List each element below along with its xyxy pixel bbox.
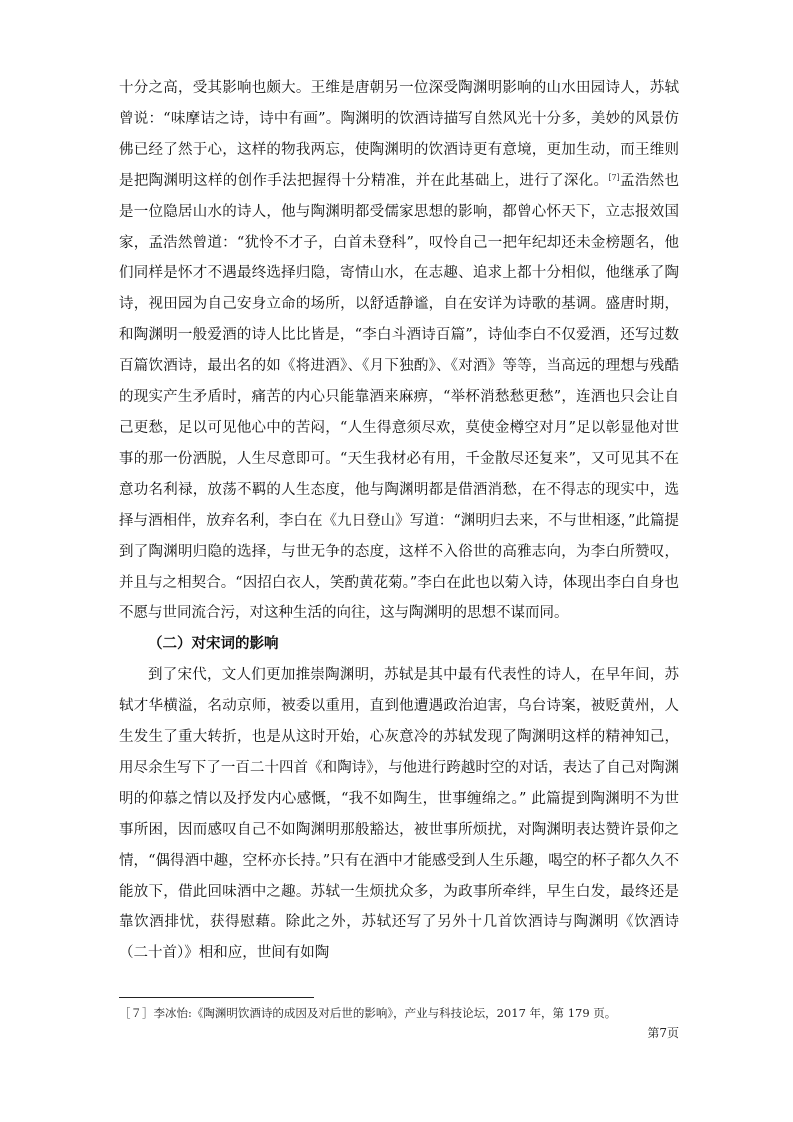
footnote-divider [119,997,314,998]
page-number: 第7页 [647,1026,679,1040]
paragraph-continuation [119,73,679,629]
footnote-7: ［７］李冰怡:《陶渊明饮酒诗的成因及对后世的影响》，产业与科技论坛，2017 年，第 179 页。 [119,1006,617,1020]
paragraph-2: 到了宋代，文人们更加推崇陶渊明，苏轼是其中最有代表性的诗人，在早年间，苏轼才华横溢，名动京师，被委以重用，直到他遭遇政治迫害，乌台诗案，被贬黄州，人生发生了重大转折，也是从这时开始，心灰意冷的苏轼发现了陶渊明这样的精神知己，用尽余生写下了一百二十四首《和陶诗》，与他进行跨越时空的对话，表达了自己对陶渊明的仰慕之情以及抒发内心感慨，“我不如陶生，世事缠绵之。” 此篇提到陶渊明不为世事所困，因而感叹自己不如陶渊明那般豁达，被世事所烦扰，对陶渊明表达赞许景仰之情，“偶得酒中趣，空杯亦长持。”只有在酒中才能感受到人生乐趣，喝空的杯子都久久不能放下，借此回味酒中之趣。苏轼一生烦扰众多，为政事所牵绊，早生白发，最终还是靠饮酒排忧，获得慰藉。除此之外，苏轼还写了另外十几首饮酒诗与陶渊明《饮酒诗（二十首）》相和应，世间有如陶 [119,667,679,962]
body-text [119,73,679,969]
paragraph-1-text: 十分之高，受其影响也颇大。王维是唐朝另一位深受陶渊明影响的山水田园诗人，苏轼曾说：“味摩诘之诗，诗中有画”。陶渊明的饮酒诗描写自然风光十分多，美妙的风景仿佛已经了然于心，这样的物我两忘，使陶渊明的饮酒诗更有意境，更加生动，而王维则是把陶渊明这样的创作手法把握得十分精准，并在此基础上，进行了深化。 [119,80,679,189]
paragraph-1-continued: 孟浩然也是一位隐居山水的诗人，他与陶渊明都受儒家思想的影响，都曾心怀天下，立志报效国家，孟浩然曾道：“犹怜不才子，白首未登科”，叹怜自己一把年纪却还未金榜题名，他们同样是怀才不遇最终选择归隐，寄情山水，在志趣、追求上都十分相似，他继承了陶诗，视田园为自己安身立命的场所，以舒适静谧，自在安详为诗歌的基调。盛唐时期，和陶渊明一般爱酒的诗人比比皆是，“李白斗酒诗百篇”，诗仙李白不仅爱酒，还写过数百篇饮酒诗，最出名的如《将进酒》、《月下独酌》、《对酒》等等，当高远的理想与残酷的现实产生矛盾时，痛苦的内心只能靠酒来麻痹，“举杯消愁愁更愁”，连酒也只会让自己更愁，足以可见他心中的苦闷，“人生得意须尽欢，莫使金樽空对月”足以彰显他对世事的那一份洒脱，人生尽意即可。“天生我材必有用，千金散尽还复来”，又可见其不在意功名利禄，放荡不羁的人生态度，他与陶渊明都是借酒消愁，在不得志的现实中，选择与酒相伴，放弃名利，李白在《九日登山》写道：“渊明归去来，不与世相逐，”此篇提到了陶渊明归隐的选择，与世无争的态度，这样不入俗世的高雅志向，为李白所赞叹，并且与之相契合。“因招白衣人，笑酌黄花菊。”李白在此也以菊入诗，体现出李白自身也不愿与世同流合污，对这种生活的向往，这与陶渊明的思想不谋而同。 [119,172,680,622]
section-heading: （二）对宋词的影响 [148,635,279,653]
footnote-ref-7[interactable]: [7] [608,172,620,182]
